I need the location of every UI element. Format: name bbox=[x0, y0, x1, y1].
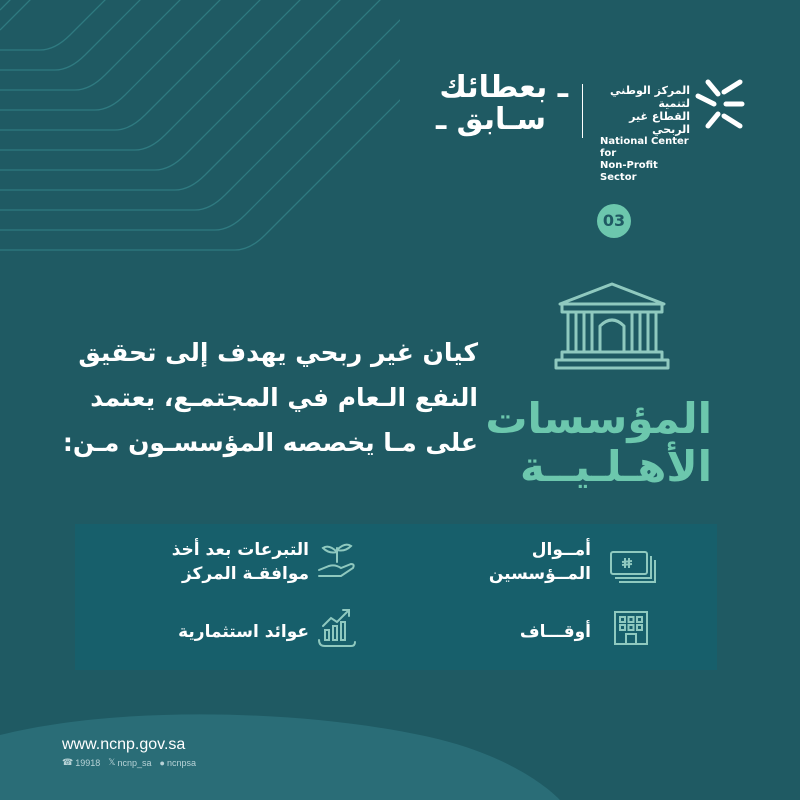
section-title bbox=[485, 394, 712, 491]
funding-sources-box bbox=[75, 524, 717, 670]
source-3-line-1: أوقـــاف bbox=[519, 622, 591, 642]
institution-building-icon bbox=[552, 280, 672, 372]
org-name-en-2: Non-Profit Sector bbox=[600, 160, 658, 183]
growth-chart-icon bbox=[315, 606, 359, 650]
building-icon bbox=[611, 608, 651, 648]
description-line-1: كيان غير ربحي يهدف إلى تحقيق bbox=[78, 338, 478, 367]
social-handle: ncnpsa bbox=[166, 757, 197, 768]
section-title-line-1: المؤسسات bbox=[485, 394, 712, 443]
campaign-logo bbox=[418, 70, 568, 144]
logo-divider bbox=[582, 84, 583, 138]
org-name-en-1: National Center for bbox=[600, 136, 689, 159]
description-line-3: على مـا يخصصه المؤسسـون مـن: bbox=[62, 428, 478, 457]
campaign-line-2: سـابق ـ bbox=[435, 102, 546, 137]
decorative-lines bbox=[0, 0, 400, 280]
phone-icon: ☎ bbox=[62, 757, 74, 767]
source-donations bbox=[172, 538, 309, 586]
ncnp-logo-icon bbox=[694, 74, 746, 136]
description-line-2: النفع الـعام في المجتمـع، يعتمد bbox=[90, 383, 478, 412]
source-2-line-2: موافقـة المركز bbox=[181, 564, 309, 584]
x-contact[interactable] bbox=[108, 757, 151, 768]
social-links bbox=[62, 757, 196, 768]
social-icon: ● bbox=[159, 757, 165, 768]
source-4-line-1: عوائد استثمارية bbox=[178, 622, 309, 642]
organization-name bbox=[600, 84, 690, 184]
description-text bbox=[60, 330, 478, 465]
source-2-line-1: التبرعات بعد أخذ bbox=[171, 540, 309, 560]
source-founders-money bbox=[489, 538, 591, 586]
x-handle: ncnp_sa bbox=[117, 757, 152, 768]
step-number-badge: 03 bbox=[597, 204, 631, 238]
source-endowments bbox=[520, 620, 591, 644]
org-name-ar-1: المركز الوطني لتنمية bbox=[610, 84, 690, 110]
money-icon bbox=[607, 548, 657, 584]
campaign-line-1: ـ بعطائك bbox=[439, 70, 568, 105]
org-name-ar-2: القطاع غير الربحي bbox=[629, 110, 690, 136]
plant-hand-icon bbox=[315, 540, 359, 580]
source-1-line-1: أمــوال bbox=[531, 540, 591, 560]
source-1-line-2: المــؤسسين bbox=[488, 564, 591, 584]
section-title-line-2: الأهـلـيــة bbox=[520, 442, 712, 491]
source-investment-returns bbox=[178, 620, 309, 644]
social-contact[interactable] bbox=[160, 757, 196, 768]
phone-number: 19918 bbox=[75, 757, 101, 768]
website-link[interactable]: www.ncnp.gov.sa bbox=[62, 736, 186, 753]
x-icon: 𝕏 bbox=[108, 757, 116, 767]
phone-contact[interactable] bbox=[62, 757, 100, 768]
